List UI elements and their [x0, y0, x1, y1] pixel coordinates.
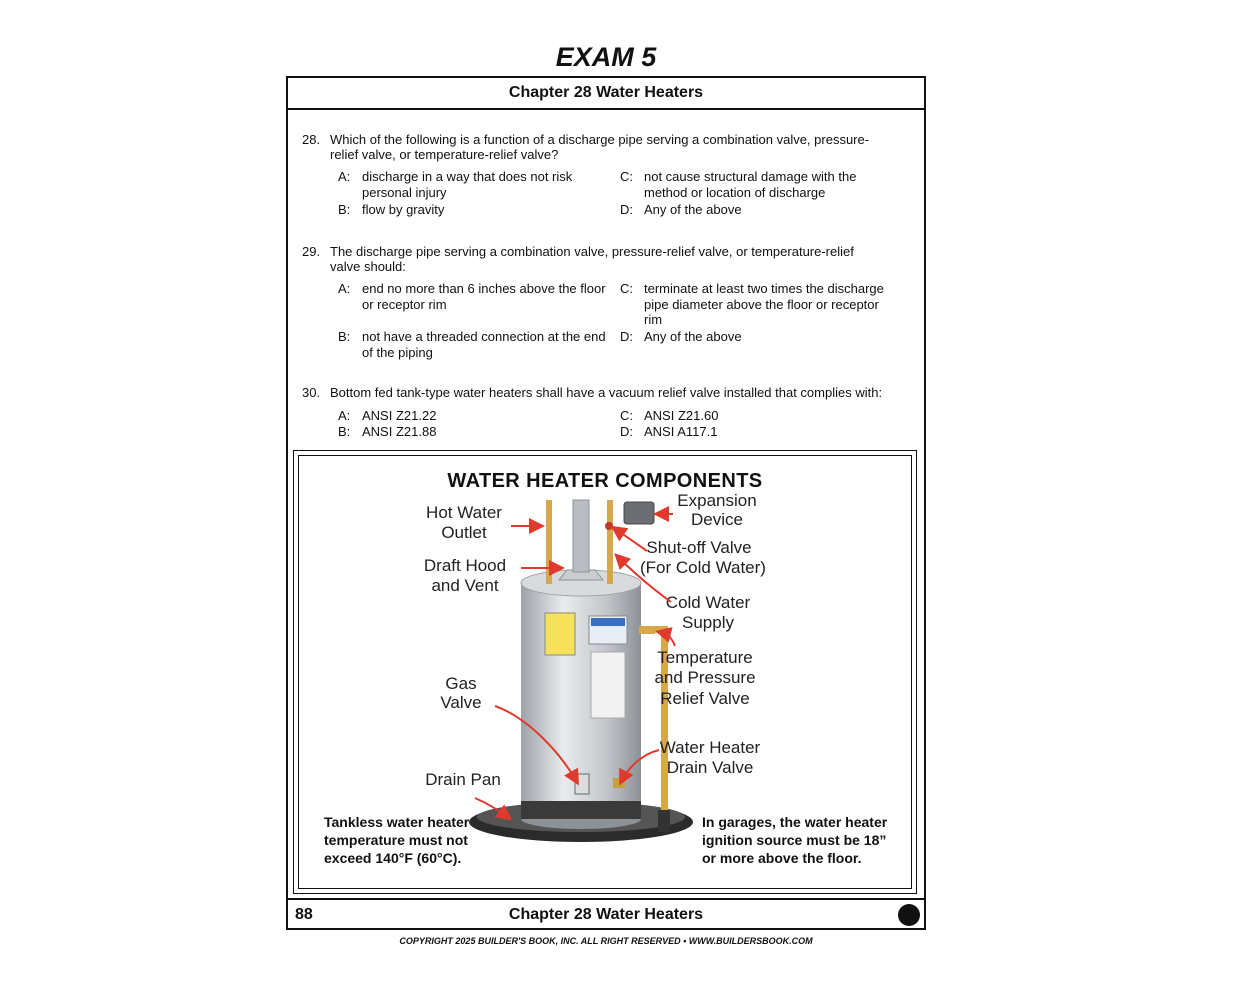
option-letter: C: [620, 169, 633, 184]
label-shutoff-valve: (For Cold Water) [640, 558, 766, 577]
option-text: ANSI Z21.60 [644, 408, 719, 423]
option-29-b [338, 329, 618, 360]
water-heater-illustration [299, 456, 911, 888]
option-text: Any of the above [644, 329, 742, 344]
option-letter: B: [338, 329, 351, 344]
exam-title: EXAM 5 [555, 42, 657, 72]
question-number: 29. [302, 244, 321, 259]
option-letter: D: [620, 424, 633, 439]
stem-line: relief valve, or temperature-relief valve? [330, 147, 559, 162]
question-stem [330, 132, 902, 162]
stem-line: Bottom fed tank-type water heaters shall have a vacuum relief valve installed that complies with: [330, 385, 883, 400]
option-text: pipe diameter above the floor or receptor [644, 296, 879, 312]
note-left-line: temperature must not [324, 832, 468, 848]
stem-line: Which of the following is a function of a discharge pipe serving a combination valve, pressure- [330, 132, 870, 147]
label-drain-pan: Drain Pan [425, 770, 501, 789]
note-right-line: or more above the floor. [702, 850, 862, 866]
option-29-d [620, 329, 915, 345]
option-text: not have a threaded connection at the end [362, 329, 606, 344]
label-tp-relief-valve: Temperature [657, 648, 753, 667]
option-30-b [338, 424, 598, 440]
footer-title: Chapter 28 Water Heaters [508, 906, 704, 923]
figure-frame [293, 450, 917, 894]
option-letter: D: [620, 329, 633, 344]
label-tp-relief-valve: Relief Valve [660, 689, 750, 708]
chapter-header: Chapter 28 Water Heaters [288, 78, 924, 110]
option-30-d [620, 424, 910, 440]
warning-sticker [545, 613, 575, 655]
option-29-c [620, 281, 915, 328]
question-28 [302, 132, 902, 162]
expansion-device [624, 502, 654, 524]
option-text: of the piping [362, 344, 433, 360]
label-shutoff-valve: Shut-off Valve [646, 538, 752, 557]
label-expansion-device: Device [691, 510, 743, 529]
option-letter: D: [620, 202, 633, 217]
option-text: ANSI A117.1 [644, 424, 718, 439]
option-letter: A: [338, 169, 351, 184]
note-left-line: Tankless water heater [324, 814, 470, 830]
page-frame [286, 76, 926, 930]
label-cold-water-supply: Supply [682, 613, 734, 632]
stem-line: The discharge pipe serving a combination valve, pressure-relief valve, or temperature-relief [330, 244, 854, 259]
label-gas-valve: Gas [445, 674, 477, 693]
option-text: ANSI Z21.22 [362, 408, 437, 423]
option-text: discharge in a way that does not risk [362, 169, 573, 184]
note-right-line: In garages, the water heater [702, 814, 888, 830]
note-left-line: exceed 140°F (60°C). [324, 850, 462, 866]
shutoff-valve-handle [605, 522, 613, 530]
label-cold-water-supply: Cold Water [665, 593, 751, 612]
label-drain-valve: Drain Valve [666, 758, 754, 777]
page-number: 88 [295, 906, 313, 923]
option-text: end no more than 6 inches above the floor [362, 281, 606, 296]
option-30-a [338, 408, 598, 424]
copyright-notice: COPYRIGHT 2025 BUILDER'S BOOK, INC. ALL RIGHT RESERVED • WWW.BUILDERSBOOK.COM [399, 936, 813, 946]
option-28-d [620, 202, 910, 218]
option-text: not cause structural damage with the [644, 169, 857, 184]
figure-title: WATER HEATER COMPONENTS [447, 470, 763, 492]
cold-water-pipe [607, 500, 613, 584]
label-draft-hood: and Vent [431, 576, 499, 595]
option-letter: A: [338, 408, 351, 423]
label-expansion-device: Expansion [677, 491, 757, 510]
hot-water-pipe [546, 500, 552, 584]
label-drain-valve: Water Heater [659, 738, 761, 757]
option-text: method or location of discharge [644, 184, 826, 200]
question-number: 28. [302, 132, 321, 147]
gas-valve-box [575, 774, 589, 794]
note-right-line: ignition source must be 18” [702, 832, 887, 848]
option-text: personal injury [362, 184, 447, 200]
label-hot-water-outlet: Hot Water [426, 503, 502, 522]
page-footer [288, 898, 924, 930]
option-text: Any of the above [644, 202, 742, 217]
option-text: ANSI Z21.88 [362, 424, 437, 439]
option-28-b [338, 202, 598, 218]
option-text: or receptor rim [362, 296, 447, 312]
option-28-a [338, 169, 598, 200]
label-hot-water-outlet: Outlet [441, 523, 487, 542]
label-draft-hood: Draft Hood [423, 556, 507, 575]
label-gas-valve: Valve [440, 693, 482, 712]
figure-inner-frame [298, 455, 912, 889]
option-29-a [338, 281, 618, 312]
arrow-shutoff [614, 528, 647, 551]
question-number: 30. [302, 385, 321, 400]
question-30 [302, 385, 922, 400]
option-30-c [620, 408, 910, 424]
question-stem [330, 385, 922, 400]
stem-line: valve should: [330, 259, 406, 274]
question-stem [330, 244, 902, 274]
option-28-c [620, 169, 910, 200]
option-letter: C: [620, 408, 633, 423]
option-letter: B: [338, 424, 351, 439]
publisher-logo-icon [898, 904, 920, 926]
option-text: terminate at least two times the discharge [644, 281, 884, 296]
label-tp-relief-valve: and Pressure [654, 668, 756, 687]
vent-pipe [573, 500, 589, 572]
option-letter: B: [338, 202, 351, 217]
option-letter: C: [620, 281, 633, 296]
option-text: rim [644, 312, 663, 327]
question-29 [302, 244, 902, 274]
option-letter: A: [338, 281, 351, 296]
option-text: flow by gravity [362, 202, 445, 217]
